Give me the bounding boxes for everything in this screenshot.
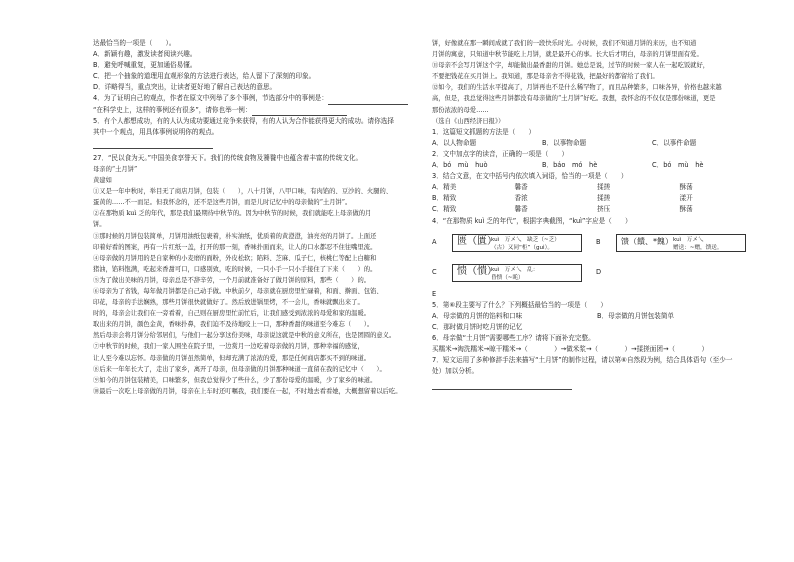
q1-options	[432, 138, 762, 149]
answer-blank[interactable]	[328, 97, 408, 105]
option-c: C．把一个抽象的道理用直观形象的方法进行表达，给人留下了深刻的印象。	[93, 72, 316, 81]
dict-box-a	[452, 234, 582, 252]
question-r6: 6．母亲做“土月饼”需要哪些工序？请将下面补充完整。	[432, 333, 595, 342]
paragraph-line: 印着好看的图案，再有一片红纸一盖，打开的那一刻，香味扑面而来，让人的口水都忍不住往嘴里流。	[93, 243, 377, 251]
paragraph-line: ⑪母亲不会写月饼这个字，却能做出最香甜的月饼。她总是说，过节的时候一家人在一起吃饭就好，	[432, 62, 710, 70]
q3-option-word: 馨香	[514, 183, 528, 192]
q6-flow: 买糯米→淘洗糯米→晾干糯米→（ ）→做米浆→（ ）→揉搓面团→（ ）	[432, 345, 709, 354]
q3-option-word: 揉搓	[597, 183, 611, 192]
paragraph-line: ⑫如今，我们的生活水平提高了，月饼再也不是什么稀罕物了，而且品种繁多，口味各异，价格也越来越	[432, 84, 722, 92]
paragraph-line: ⑤为了做出美味的月饼，母亲总是不辞辛劳，一个月前就准备好了做月饼的原料，那些（ ）的。	[93, 276, 371, 284]
option-d: D．详略得当，重点突出，让读者更好地了解自己表达的意思。	[93, 83, 277, 92]
question-5-cont: 其中一个观点，用具体事例说明你的观点。	[93, 127, 219, 136]
dict-label-d[interactable]: D	[596, 268, 602, 277]
question-r5: 5．第⑥段主要写了什么？下列概括最恰当的一项是（ ）	[432, 300, 607, 309]
dict-char-a: 匮（匱）	[457, 235, 497, 247]
paragraph-line: 月饼的寓意，只知道中秋节能吃上月饼，就是最开心的事。长大后才明白，母亲的月饼里面有爱。	[432, 51, 703, 59]
left-column	[93, 38, 423, 397]
paragraph-line: 取出来的月饼，颜色金黄，香味扑鼻，我们迫不及待地咬上一口，那种香甜的味道至今难忘（ ）。	[93, 321, 374, 329]
right-column	[432, 38, 762, 394]
question-4: 4．为了证明自己的观点，作者在原文中列举了多个事例，节选部分中的事例是：	[93, 93, 423, 104]
option-a: A．新颖有趣，激发读者阅读兴趣。	[93, 50, 197, 59]
q5-options	[432, 311, 762, 322]
q4-option-e[interactable]: E	[432, 289, 437, 298]
q3-option-word: 挤压	[597, 205, 611, 214]
paragraph-line: ⑩最后一次吃上母亲做的月饼，母亲在上车时还叮嘱我，我们要在一起，不时地去看看她，大概想留着以后吃。	[93, 387, 402, 395]
q2-option-c[interactable]: C．bó mù hè	[652, 161, 704, 170]
dict-line1-c: kuì 万メ乀 乱：	[491, 266, 539, 273]
dict-box-c	[452, 264, 582, 282]
dict-char-b: 馈（饋、*餽）	[621, 236, 673, 246]
paragraph-line: ⑧后来一年年长大了，走出了家乡，离开了母亲，但母亲做的月饼那种味道一直留在我的记忆中（ ）。	[93, 365, 386, 373]
answer-blank[interactable]	[252, 108, 347, 116]
dict-line2-c: 昏愦（~眊）	[491, 274, 524, 281]
paragraph-line: ⑥母亲为了省钱，每年做月饼都是自己动手做。中秋前夕，母亲就在厨房里忙碌着，和面、擀面、包馅、	[93, 287, 383, 295]
paragraph-line: ③那时候的月饼包装简单，月饼用油纸包裹着，朴实油纸，优质着的黄澄澄，油亮亮的月饼了。上面还	[93, 232, 377, 240]
paragraph-line: 蛋黄的……不一而足。但我怀念的，还不是这些月饼，而是儿时记忆中的母亲做的“土月饼”。	[93, 199, 352, 207]
paragraph-line: 那份浓浓的母爱……	[432, 106, 489, 114]
question-27-heading: 27．“民以食为天。”中国美食享誉天下。我们的传统食物及饕餮中也蕴含着丰富的传统文化。	[93, 153, 363, 162]
paragraph-line: 然后母亲会将月饼分给邻居们，与他们一起分享这份美味，母亲说这就是中秋的意义所在，也是团圆的意义。	[93, 332, 396, 340]
question-r4: 4．“在那物质 kuì 乏的年代”，根据字典截图，“kuì”字应是（ ）	[432, 216, 632, 225]
question-4-example: “在科学史上，这样的事例还有很多”，请你也举一例：	[93, 105, 423, 116]
question-r2: 2．文中加点字的读音，正确的一项是（ ）	[432, 149, 569, 158]
q5-option-a[interactable]: A．母亲做的月饼的馅料和口味	[432, 311, 523, 320]
article-author: 黄建如	[93, 177, 112, 185]
q3-option-word: A．精美	[432, 183, 457, 192]
dict-label-a[interactable]: A	[432, 238, 437, 247]
article-body	[93, 186, 423, 397]
question-r1: 1．这篇短文抓题的方法是（ ）	[432, 127, 536, 136]
paragraph-line: 时的，母亲会让我们在一旁看着，自己则在厨房里忙前忙后，让我们感受到浓浓的母爱和家的温暖。	[93, 310, 371, 318]
dict-line1-a: kuì 万メ乀 缺乏（~乏）	[491, 236, 560, 243]
q3-option-word: 香浓	[514, 194, 528, 203]
q1-option-a[interactable]: A．以人物命题	[432, 138, 477, 147]
paragraph-line: ④母亲做的月饼用的是自家种的小麦磨的面粉，外皮松软；陷料、芝麻、瓜子仁，核桃仁等配上白糖和	[93, 254, 377, 262]
q2-option-a[interactable]: A．bó mù huò	[432, 161, 488, 170]
question-r3: 3．结合文意，在文中括号内依次填入词语，恰当的一项是（ ）	[432, 172, 628, 181]
option-b: B．避免呼喊重复，更加通俗易懂。	[93, 61, 197, 70]
paragraph-line: 让人至今难以忘怀。母亲做的月饼虽然简单，但却充满了浓浓的爱，那是任何商店都买不到的味道。	[93, 354, 371, 362]
paragraph-line: ①又是一年中秋时，举目无了商店月饼，包装（ ），八十月饼，八甲口味，有肉馅的、豆沙的、火腿的、	[93, 188, 393, 196]
q3-option-row[interactable]	[432, 182, 762, 193]
dict-char-c: 愦（憒）	[457, 265, 497, 277]
dict-line1-b: kuì 万メ乀	[673, 236, 704, 243]
q3-option-word: C．精致	[432, 205, 457, 214]
question-intro: 达最恰当的一项是（ ）。	[93, 39, 176, 47]
q3-option-word: 漾开	[679, 194, 693, 203]
q1-option-c[interactable]: C．以事件命题	[652, 138, 697, 147]
article-title: 母亲的“土月饼”	[93, 165, 138, 173]
q2-option-b[interactable]: B．báo mó hè	[542, 161, 598, 170]
paragraph-line: ②在那物质 kuì 乏的年代，那是我们最期待中秋节的。因为中秋节的时候，我们就能吃上母亲做的月	[93, 210, 372, 218]
q2-options	[432, 160, 762, 171]
paragraph-line: 印花，母亲的手法娴熟，那些月饼很快就做好了。然后放进锅里烤，不一会儿，香味就飘出来了。	[93, 299, 364, 307]
paragraph-line: ⑨如今的月饼包装精美，口味繁多，但我总觉得少了些什么，少了那份母爱的温暖，少了家乡的味道。	[93, 376, 377, 384]
dict-line2-a: （古）又同“柜”（guì）。	[491, 244, 553, 251]
q3-options	[432, 182, 762, 215]
q3-option-word: 揉搓	[597, 194, 611, 203]
q5-option-c[interactable]: C．那时做月饼时吃月饼的记忆	[432, 322, 523, 331]
paragraph-line: 饼。	[93, 221, 106, 229]
answer-line[interactable]	[432, 389, 572, 390]
dict-label-c[interactable]: C	[432, 268, 437, 277]
question-5: 5．有个人都想成功，有的人认为成功要通过竞争来获得，有的人认为合作能获得更大的成功。请你选择	[93, 116, 394, 125]
dict-line2-b: 赠送：~赠，馈送。	[673, 244, 723, 251]
dict-label-b[interactable]: B	[596, 238, 601, 247]
paragraph-line: 饼，好像就在那一瞬间成就了我们的一段快乐时光。小时候，我们不知道月饼的来历，也不知道	[432, 40, 697, 47]
dict-row-1	[432, 229, 762, 257]
q3-option-word: 酥荡	[679, 205, 693, 214]
dict-row-2	[432, 259, 762, 287]
dict-box-b	[616, 234, 746, 252]
q3-option-word: 酥荡	[679, 183, 693, 192]
paragraph-line: ⑦中秋节的时候，我们一家人围坐在院子里，一边赏月一边吃着母亲做的月饼，那种幸福的感觉，	[93, 343, 364, 351]
paragraph-line: 猪油，馅料饱满，吃起来香甜可口，口感别致，吃的时候，一只小手一只小手接住了下来（ ）的。	[93, 265, 377, 273]
paragraph-line: 高，但是，我总觉得这些月饼都没有母亲做的“土月饼”好吃。我想，我怀念的不仅仅是那份味道，更是	[432, 95, 716, 103]
q3-option-word: 馨香	[514, 205, 528, 214]
q1-option-b[interactable]: B．以事物命题	[542, 138, 587, 147]
answer-line[interactable]	[93, 148, 213, 149]
question-r7-cont: 处）加以分析。	[432, 367, 479, 376]
q3-option-row[interactable]	[432, 193, 762, 204]
source-note: （选自《山西经济日报》）	[432, 117, 505, 125]
paragraph-line: 不要把钱花在买月饼上。我知道，那是母亲舍不得花钱，把最好的都留给了我们。	[432, 73, 659, 81]
article-body-cont	[432, 38, 762, 116]
q5-option-b[interactable]: B．母亲做的月饼包装简单	[597, 311, 675, 320]
q3-option-word: B．精致	[432, 194, 457, 203]
question-r7: 7．短文运用了多种修辞手法来描写“土月饼”的制作过程，请以第⑥自然段为例，结合具体语句（至少一	[432, 356, 733, 365]
q3-option-row[interactable]	[432, 204, 762, 215]
